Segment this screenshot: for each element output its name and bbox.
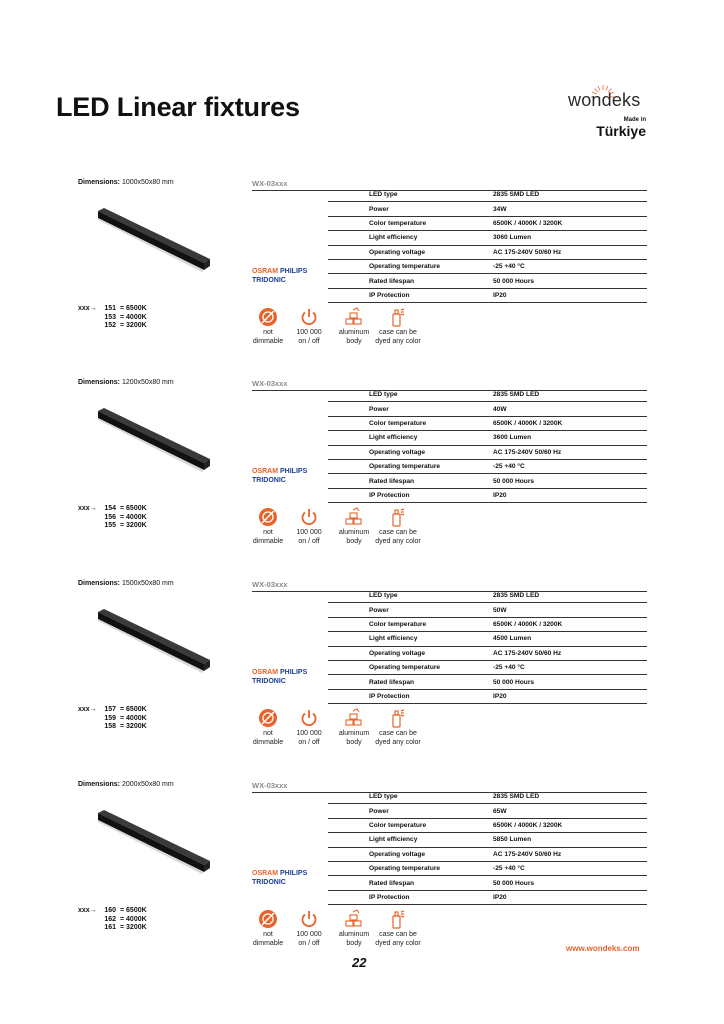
- feature-caption: dimmable: [252, 537, 284, 545]
- spec-row: [328, 876, 647, 890]
- feature-caption: on / off: [298, 939, 320, 947]
- philips-brand: PHILIPS: [280, 870, 308, 877]
- osram-brand: OSRAM: [252, 669, 279, 676]
- spec-label: LED type: [328, 589, 493, 603]
- component-brands: [252, 467, 307, 485]
- spec-label: Operating voltage: [328, 847, 493, 861]
- spec-value: 3060 Lumen: [493, 231, 647, 245]
- aluminum-feature: [330, 909, 378, 948]
- code-number: 160: [104, 907, 116, 914]
- spec-row: [328, 488, 647, 502]
- spec-value: 3600 Lumen: [493, 431, 647, 445]
- dimensions: Dimensions: 1200x50x80 mm: [78, 379, 174, 386]
- spec-row: [328, 818, 647, 832]
- dimensions: Dimensions: 2000x50x80 mm: [78, 781, 174, 788]
- spec-value: 65W: [493, 804, 647, 818]
- spec-value: 5850 Lumen: [493, 833, 647, 847]
- spec-row: [328, 445, 647, 459]
- feature-caption: dimmable: [252, 738, 284, 746]
- feature-caption: dimmable: [252, 337, 284, 345]
- spec-value: 50 000 Hours: [493, 474, 647, 488]
- spec-label: Power: [328, 402, 493, 416]
- aluminum-feature: [330, 307, 378, 346]
- spec-label: Light efficiency: [328, 632, 493, 646]
- spec-row: [328, 675, 647, 689]
- aluminum-bars-icon: [344, 708, 364, 728]
- code-temperature: = 6500K: [120, 505, 147, 512]
- spec-value: 50 000 Hours: [493, 675, 647, 689]
- color-codes: [78, 305, 147, 331]
- feature-caption: aluminum: [338, 931, 370, 938]
- lifetime-feature: [285, 507, 333, 546]
- spec-label: Operating temperature: [328, 861, 493, 875]
- spec-value: IP20: [493, 890, 647, 904]
- philips-brand: PHILIPS: [280, 669, 308, 676]
- aluminum-bars-icon: [344, 507, 364, 527]
- philips-brand: PHILIPS: [280, 468, 308, 475]
- spray-can-icon: [388, 708, 408, 728]
- component-brands: [252, 668, 307, 686]
- linear-fixture-image: [96, 608, 212, 674]
- lifetime-feature: [285, 708, 333, 747]
- code-temperature: = 3200K: [120, 322, 147, 330]
- spec-label: IP Protection: [328, 689, 493, 703]
- code-prefix: [78, 514, 98, 523]
- spec-row: [328, 632, 647, 646]
- color-codes: [78, 907, 147, 933]
- spec-row: [328, 474, 647, 488]
- feature-caption: aluminum: [338, 730, 370, 737]
- spec-value: 6500K / 4000K / 3200K: [493, 416, 647, 430]
- aluminum-feature: [330, 708, 378, 747]
- spec-label: IP Protection: [328, 488, 493, 502]
- code-temperature: = 4000K: [120, 714, 147, 722]
- feature-caption: case can be: [379, 931, 417, 938]
- product-block-1: [0, 179, 724, 374]
- spec-label: LED type: [328, 188, 493, 202]
- code-temperature: = 6500K: [120, 907, 147, 914]
- spec-label: Operating voltage: [328, 245, 493, 259]
- spec-value: 50W: [493, 603, 647, 617]
- feature-caption: not: [263, 529, 273, 536]
- not-dimmable-icon: [258, 708, 278, 728]
- dyed-color-feature: [374, 307, 422, 346]
- feature-caption: 100 000: [296, 730, 322, 737]
- feature-icons: [244, 909, 434, 959]
- osram-brand: OSRAM: [252, 268, 279, 275]
- feature-caption: 100 000: [296, 529, 322, 536]
- feature-icons: [244, 307, 434, 357]
- spec-row: [328, 259, 647, 273]
- spec-value: AC 175-240V 50/60 Hz: [493, 445, 647, 459]
- code-row: [78, 706, 147, 715]
- spec-table: [328, 790, 647, 905]
- spec-row: [328, 402, 647, 416]
- code-prefix: xxx→: [78, 305, 97, 312]
- dyed-color-feature: [374, 708, 422, 747]
- not-dimmable-icon: [258, 909, 278, 929]
- feature-caption: case can be: [379, 329, 417, 336]
- spec-value: 2835 SMD LED: [493, 790, 647, 804]
- power-icon: [299, 507, 319, 527]
- spec-row: [328, 288, 647, 302]
- spray-can-icon: [388, 909, 408, 929]
- model-number: WX-03xxx: [252, 179, 647, 191]
- spec-row: [328, 890, 647, 904]
- spec-label: Rated lifespan: [328, 474, 493, 488]
- color-codes: [78, 706, 147, 732]
- spec-value: 4500 Lumen: [493, 632, 647, 646]
- spec-table: [328, 188, 647, 303]
- feature-caption: aluminum: [338, 529, 370, 536]
- philips-brand: PHILIPS: [280, 268, 308, 275]
- product-block-3: [0, 580, 724, 775]
- osram-brand: OSRAM: [252, 468, 279, 475]
- spec-label: Light efficiency: [328, 833, 493, 847]
- spec-row: [328, 603, 647, 617]
- spec-label: Rated lifespan: [328, 876, 493, 890]
- spec-label: Operating temperature: [328, 660, 493, 674]
- spec-value: 50 000 Hours: [493, 876, 647, 890]
- feature-caption: dyed any color: [375, 939, 421, 947]
- code-number: 154: [104, 505, 116, 512]
- spec-value: 6500K / 4000K / 3200K: [493, 216, 647, 230]
- spec-value: IP20: [493, 488, 647, 502]
- code-prefix: xxx→: [78, 706, 97, 713]
- code-row: [78, 916, 147, 925]
- feature-caption: body: [346, 939, 362, 947]
- feature-icons: [244, 708, 434, 758]
- code-number: 155: [104, 522, 116, 530]
- component-brands: [252, 267, 307, 285]
- spec-value: 2835 SMD LED: [493, 188, 647, 202]
- spec-row: [328, 431, 647, 445]
- code-prefix: [78, 715, 98, 724]
- spec-row: [328, 689, 647, 703]
- feature-caption: body: [346, 537, 362, 545]
- spec-table: [328, 589, 647, 704]
- spec-label: Color temperature: [328, 617, 493, 631]
- code-prefix: xxx→: [78, 505, 97, 512]
- power-icon: [299, 307, 319, 327]
- code-number: 152: [104, 322, 116, 330]
- feature-caption: dyed any color: [375, 537, 421, 545]
- code-prefix: [78, 723, 98, 732]
- not-dimmable-icon: [258, 307, 278, 327]
- power-icon: [299, 708, 319, 728]
- code-prefix: [78, 314, 98, 323]
- spec-row: [328, 216, 647, 230]
- model-number: WX-03xxx: [252, 379, 647, 391]
- spec-value: -25 +40 °C: [493, 259, 647, 273]
- spec-row: [328, 589, 647, 603]
- feature-caption: on / off: [298, 738, 320, 746]
- linear-fixture-image: [96, 809, 212, 875]
- code-prefix: [78, 916, 98, 925]
- code-temperature: = 4000K: [120, 915, 147, 923]
- spec-row: [328, 833, 647, 847]
- feature-caption: case can be: [379, 730, 417, 737]
- code-row: [78, 505, 147, 514]
- code-number: 151: [104, 305, 116, 312]
- spec-value: IP20: [493, 689, 647, 703]
- spec-row: [328, 188, 647, 202]
- code-prefix: [78, 322, 98, 331]
- spec-label: Light efficiency: [328, 431, 493, 445]
- spray-can-icon: [388, 307, 408, 327]
- tridonic-brand: TRIDONIC: [252, 879, 286, 886]
- spec-value: -25 +40 °C: [493, 459, 647, 473]
- spec-label: LED type: [328, 388, 493, 402]
- spec-value: -25 +40 °C: [493, 660, 647, 674]
- osram-brand: OSRAM: [252, 870, 279, 877]
- not-dimmable-icon: [258, 507, 278, 527]
- spec-label: Power: [328, 202, 493, 216]
- code-row: [78, 322, 147, 331]
- spec-label: Rated lifespan: [328, 675, 493, 689]
- code-prefix: [78, 522, 98, 531]
- code-temperature: = 3200K: [120, 522, 147, 530]
- spec-row: [328, 459, 647, 473]
- page-number: 22: [352, 955, 367, 970]
- feature-caption: 100 000: [296, 329, 322, 336]
- spec-label: Operating temperature: [328, 259, 493, 273]
- aluminum-bars-icon: [344, 909, 364, 929]
- code-number: 158: [104, 723, 116, 731]
- model-number: WX-03xxx: [252, 781, 647, 793]
- component-brands: [252, 869, 307, 887]
- spec-row: [328, 245, 647, 259]
- code-row: [78, 723, 147, 732]
- spec-value: 2835 SMD LED: [493, 388, 647, 402]
- spec-label: Color temperature: [328, 818, 493, 832]
- tridonic-brand: TRIDONIC: [252, 477, 286, 484]
- spec-label: Power: [328, 603, 493, 617]
- feature-caption: not: [263, 931, 273, 938]
- code-number: 156: [104, 513, 116, 521]
- color-codes: [78, 505, 147, 531]
- dimensions: Dimensions: 1000x50x80 mm: [78, 179, 174, 186]
- spec-row: [328, 660, 647, 674]
- spec-label: IP Protection: [328, 890, 493, 904]
- spec-label: Color temperature: [328, 416, 493, 430]
- feature-caption: dyed any color: [375, 337, 421, 345]
- spec-row: [328, 231, 647, 245]
- feature-caption: not: [263, 730, 273, 737]
- feature-caption: 100 000: [296, 931, 322, 938]
- code-temperature: = 6500K: [120, 305, 147, 312]
- spec-label: Power: [328, 804, 493, 818]
- spec-label: IP Protection: [328, 288, 493, 302]
- code-number: 153: [104, 313, 116, 321]
- feature-caption: dimmable: [252, 939, 284, 947]
- spec-row: [328, 416, 647, 430]
- spec-value: AC 175-240V 50/60 Hz: [493, 646, 647, 660]
- code-prefix: xxx→: [78, 907, 97, 914]
- power-icon: [299, 909, 319, 929]
- aluminum-feature: [330, 507, 378, 546]
- spec-value: IP20: [493, 288, 647, 302]
- spec-label: Operating voltage: [328, 646, 493, 660]
- code-number: 157: [104, 706, 116, 713]
- code-temperature: = 6500K: [120, 706, 147, 713]
- feature-caption: on / off: [298, 337, 320, 345]
- spec-row: [328, 388, 647, 402]
- code-row: [78, 715, 147, 724]
- spec-value: 40W: [493, 402, 647, 416]
- spec-label: Operating temperature: [328, 459, 493, 473]
- page-title: LED Linear fixtures: [56, 92, 300, 122]
- product-block-2: [0, 379, 724, 574]
- tridonic-brand: TRIDONIC: [252, 678, 286, 685]
- code-row: [78, 314, 147, 323]
- spec-value: 34W: [493, 202, 647, 216]
- code-row: [78, 514, 147, 523]
- feature-caption: on / off: [298, 537, 320, 545]
- spec-row: [328, 274, 647, 288]
- spec-value: AC 175-240V 50/60 Hz: [493, 245, 647, 259]
- feature-caption: body: [346, 337, 362, 345]
- code-number: 159: [104, 714, 116, 722]
- logo-wordmark: wondeks: [568, 90, 641, 110]
- dyed-color-feature: [374, 909, 422, 948]
- spec-label: Color temperature: [328, 216, 493, 230]
- website-link[interactable]: www.wondeks.com: [566, 944, 640, 953]
- feature-caption: dyed any color: [375, 738, 421, 746]
- spec-value: -25 +40 °C: [493, 861, 647, 875]
- tridonic-brand: TRIDONIC: [252, 277, 286, 284]
- lifetime-feature: [285, 307, 333, 346]
- code-temperature: = 4000K: [120, 513, 147, 521]
- code-number: 162: [104, 915, 116, 923]
- spec-value: 2835 SMD LED: [493, 589, 647, 603]
- code-row: [78, 907, 147, 916]
- code-temperature: = 3200K: [120, 723, 147, 731]
- spec-table: [328, 388, 647, 503]
- code-row: [78, 522, 147, 531]
- feature-caption: not: [263, 329, 273, 336]
- spec-value: 50 000 Hours: [493, 274, 647, 288]
- code-row: [78, 305, 147, 314]
- spec-row: [328, 790, 647, 804]
- spray-can-icon: [388, 507, 408, 527]
- code-row: [78, 924, 147, 933]
- feature-icons: [244, 507, 434, 557]
- spec-label: LED type: [328, 790, 493, 804]
- spec-value: 6500K / 4000K / 3200K: [493, 617, 647, 631]
- made-in-label: Made in: [623, 117, 646, 123]
- code-temperature: = 3200K: [120, 924, 147, 932]
- dyed-color-feature: [374, 507, 422, 546]
- spec-label: Operating voltage: [328, 445, 493, 459]
- spec-row: [328, 617, 647, 631]
- code-number: 161: [104, 924, 116, 932]
- country-label: Türkiye: [596, 123, 646, 139]
- feature-caption: body: [346, 738, 362, 746]
- feature-caption: aluminum: [338, 329, 370, 336]
- dimensions: Dimensions: 1500x50x80 mm: [78, 580, 174, 587]
- linear-fixture-image: [96, 407, 212, 473]
- model-number: WX-03xxx: [252, 580, 647, 592]
- spec-row: [328, 202, 647, 216]
- spec-row: [328, 847, 647, 861]
- aluminum-bars-icon: [344, 307, 364, 327]
- spec-label: Light efficiency: [328, 231, 493, 245]
- spec-row: [328, 861, 647, 875]
- spec-value: AC 175-240V 50/60 Hz: [493, 847, 647, 861]
- brand-logo: [568, 88, 652, 144]
- feature-caption: case can be: [379, 529, 417, 536]
- lifetime-feature: [285, 909, 333, 948]
- code-prefix: [78, 924, 98, 933]
- spec-row: [328, 804, 647, 818]
- spec-row: [328, 646, 647, 660]
- linear-fixture-image: [96, 207, 212, 273]
- spec-value: 6500K / 4000K / 3200K: [493, 818, 647, 832]
- code-temperature: = 4000K: [120, 313, 147, 321]
- spec-label: Rated lifespan: [328, 274, 493, 288]
